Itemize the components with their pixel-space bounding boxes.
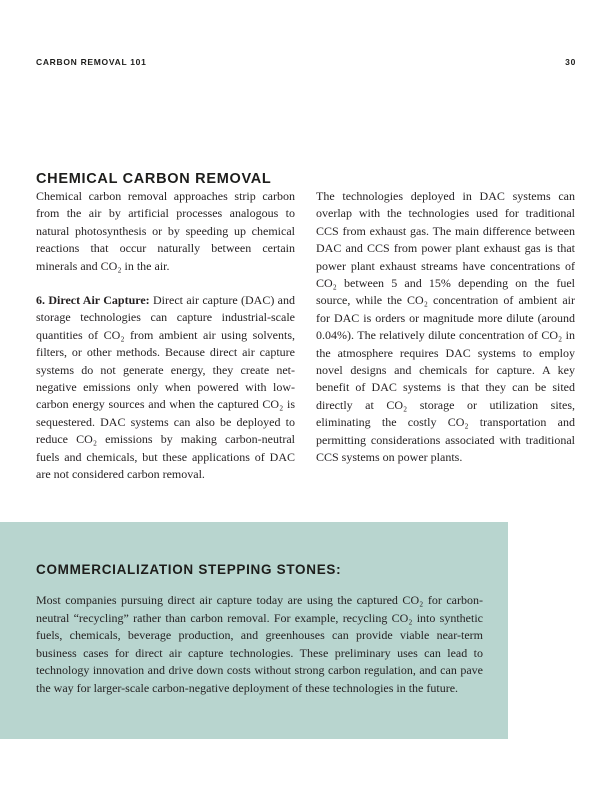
left-paragraph-2 <box>36 292 295 483</box>
callout-heading: COMMERCIALIZATION STEPPING STONES: <box>36 562 342 577</box>
left-paragraph-1: Chemical carbon removal approaches strip carbon from the air by artificial processes analogous to natural photosynthesis or by speeding up chemical reactions that occur naturally between certain minerals and CO₂ in the air. <box>36 189 295 273</box>
running-head <box>36 57 576 67</box>
callout-box <box>0 522 508 739</box>
body-columns <box>36 188 575 501</box>
paragraph-lead-bold: 6. Direct Air Capture: <box>36 293 150 308</box>
callout-body: Most companies pursuing direct air capture today are using the captured CO₂ for carbon-neutral “recycling” rather than carbon removal. For example, recycling CO₂ into synthetic fuels, chemicals, beverage production, and greenhouses can provide viable near-term business cases for direct air capture technologies. These preliminary uses can lead to technology innovation and drive down costs without strong carbon regulation, and can pave the way for larger-scale carbon-negative deployment of these technologies in the future. <box>36 593 483 695</box>
paragraph-body-text: Direct air capture (DAC) and storage technologies can capture industrial-scale quantities of CO₂ from ambient air using solvents, filters, or other methods. Because direct air capture systems do not generate energy, they create net-negative emissions only when powered with low-carbon energy sources and when the captured CO₂ is sequestered. DAC systems can also be deployed to reduce CO₂ emissions by making carbon-neutral fuels and chemicals, but these applications of DAC are not considered carbon removal. <box>36 293 295 482</box>
right-paragraph-1: The technologies deployed in DAC systems can overlap with the technologies used for traditional CCS from exhaust gas. The main difference between DAC and CCS from power plant exhaust gas is that power plant exhaust streams have concentrations of CO₂ between 5 and 15% depending on the fuel source, while the CO₂ concentration of ambient air for DAC is orders or magnitude more dilute (around 0.04%). The relatively dilute concentration of CO₂ in the atmosphere requires DAC systems to employ novel designs and chemicals for capture. A key benefit of DAC systems is that they can be sited directly at CO₂ storage or utilization sites, eliminating the costly CO₂ transportation and permitting considerations associated with traditional CCS systems on power plants. <box>316 189 575 465</box>
section-heading: CHEMICAL CARBON REMOVAL <box>36 170 272 187</box>
page-number: 30 <box>565 57 576 67</box>
left-column <box>36 188 295 501</box>
running-head-title: CARBON REMOVAL 101 <box>36 57 147 67</box>
right-column <box>316 188 575 501</box>
